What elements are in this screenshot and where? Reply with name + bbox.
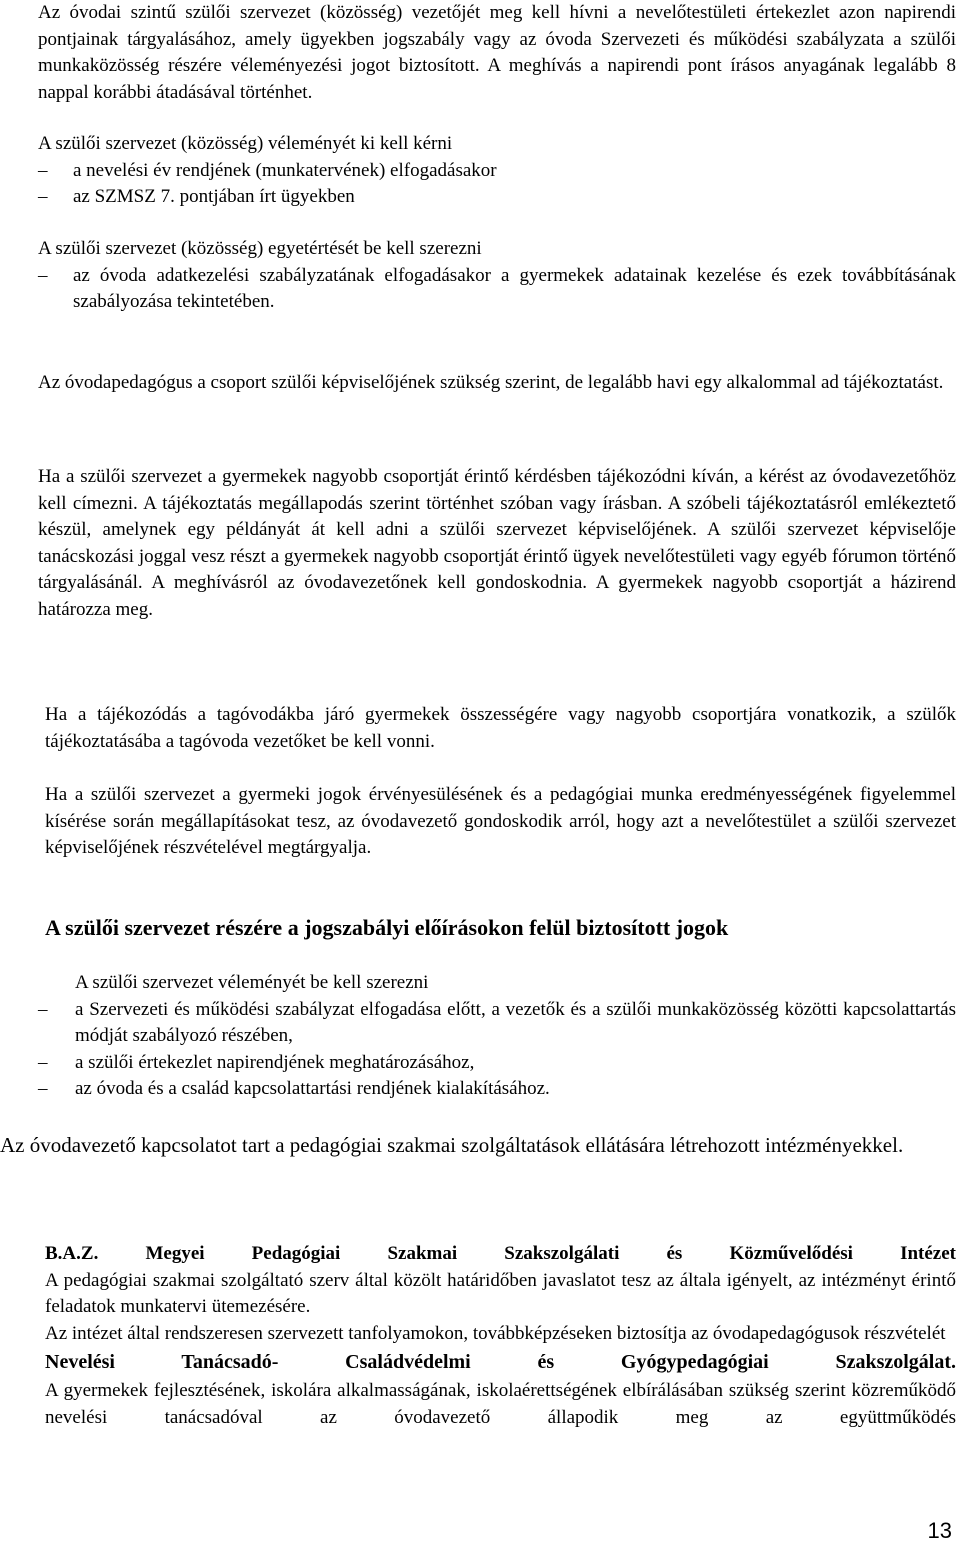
list-item: – a nevelési év rendjének (munkatervének) elfogadásakor: [38, 158, 956, 185]
list-item: – az óvoda adatkezelési szabályzatának elfogadásakor a gyermekek adatainak kezelése és ezek továbbításának szabályozása tekintetében.: [38, 263, 956, 316]
paragraph-invitation: Az óvodai szintű szülői szervezet (közösség) vezetőjét meg kell hívni a nevelőtestületi értekezlet azon napirendi pontjainak tárgyalásához, amely ügyekben jogszabály vagy az óvoda Szervezeti és működési szabályzata a szülői munkaközösség részére véleményezési jogot biztosított. A meghívás a napirendi pont írásos anyagának legalább 8 nappal korábbi átadásával történhet.: [38, 2, 956, 103]
paragraph-member-kindergartens: Ha a tájékozódás a tagóvodákba járó gyermekek összességére vagy nagyobb csoportjára vonatkozik, a szülők tájékoztatásába a tagóvoda vezetőket be kell vonni.: [45, 704, 956, 752]
page-number: 13: [927, 1518, 952, 1543]
consent-list: [38, 236, 956, 316]
institution-counseling-text: A gyermekek fejlesztésének, iskolára alkalmasságának, iskolaérettségének elbírálásában szükség szerint közreműködő nevelési tanácsadóval az óvodavezető állapodik meg az együttműködés: [45, 1380, 956, 1428]
paragraph-inquiry: Ha a szülői szervezet a gyermekek nagyobb csoportját érintő kérdésben tájékozódni kíván, a kérést az óvodavezetőhöz kell címezni. A tájékoztatás megállapodás szerint történhet szóban vagy írásban. A szóbeli tájékoztatásról emlékeztető készül, amelynek egy példányát át kell adni a szülői szervezet képviselőjének. A szülői szervezet képviselője tanácskozási joggal vesz részt a gyermekek nagyobb csoportját érintő ügyek nevelőtestületi vagy egyéb fórumon történő tárgyalásánál. A meghívásról az óvodavezetőnek kell gondoskodnia. A gyermekek nagyobb csoportját a házirend határozza meg.: [38, 466, 956, 620]
paragraph-institutions: Az óvodavezető kapcsolatot tart a pedagógiai szakmai szolgáltatások ellátására létrehozott intézményekkel.: [0, 1133, 904, 1157]
paragraph-teacher-info: Az óvodapedagógus a csoport szülői képviselőjének szükség szerint, de legalább havi egy alkalommal ad tájékoztatást.: [38, 372, 944, 393]
list-item: – az óvoda és a család kapcsolattartási rendjének kialakításához.: [38, 1076, 956, 1103]
rights-intro: A szülői szervezet véleményét be kell szerezni: [75, 972, 429, 993]
institutions-block: [45, 1241, 956, 1431]
list-item: – a Szervezeti és működési szabályzat elfogadása előtt, a vezetők és a szülői munkaközösség közötti kapcsolattartás módját szabályozó részében,: [38, 997, 956, 1050]
institution-baz-text-2: Az intézet által rendszeresen szervezett tanfolyamokon, továbbképzéseken biztosítja az óvodapedagógusok részvételét: [45, 1322, 946, 1344]
paragraph-childrens-rights: Ha a szülői szervezet a gyermeki jogok érvényesülésének és a pedagógiai munka eredményességének figyelemmel kísérése során megállapításokat tesz, az óvodavezető gondoskodik arról, hogy azt a nevelőtestület a szülői szervezet képviselőjének részvételével megtárgyalja.: [45, 784, 956, 858]
rights-list: [38, 970, 956, 1103]
list-item: – a szülői értekezlet napirendjének meghatározásához,: [38, 1050, 956, 1077]
consent-intro: A szülői szervezet (közösség) egyetértését be kell szerezni: [38, 238, 482, 259]
institution-title-counseling: Nevelési Tanácsadó- Családvédelmi és Gyógypedagógiai Szakszolgálat.: [45, 1351, 956, 1373]
institution-baz-text-1: A pedagógiai szakmai szolgáltató szerv által közölt határidőben javaslatot tesz az általa igényelt, az intézményt érintő feladatok munkatervi ütemezésére.: [45, 1269, 956, 1317]
opinion-list: [38, 131, 956, 211]
opinion-intro: A szülői szervezet (közösség) véleményét ki kell kérni: [38, 133, 453, 154]
list-item: – az SZMSZ 7. pontjában írt ügyekben: [38, 184, 956, 211]
institution-title-baz: B.A.Z. Megyei Pedagógiai Szakmai Szakszolgálati és Közművelődési Intézet: [45, 1243, 956, 1264]
section-heading-rights: A szülői szervezet részére a jogszabályi előírásokon felül biztosított jogok: [45, 915, 729, 940]
